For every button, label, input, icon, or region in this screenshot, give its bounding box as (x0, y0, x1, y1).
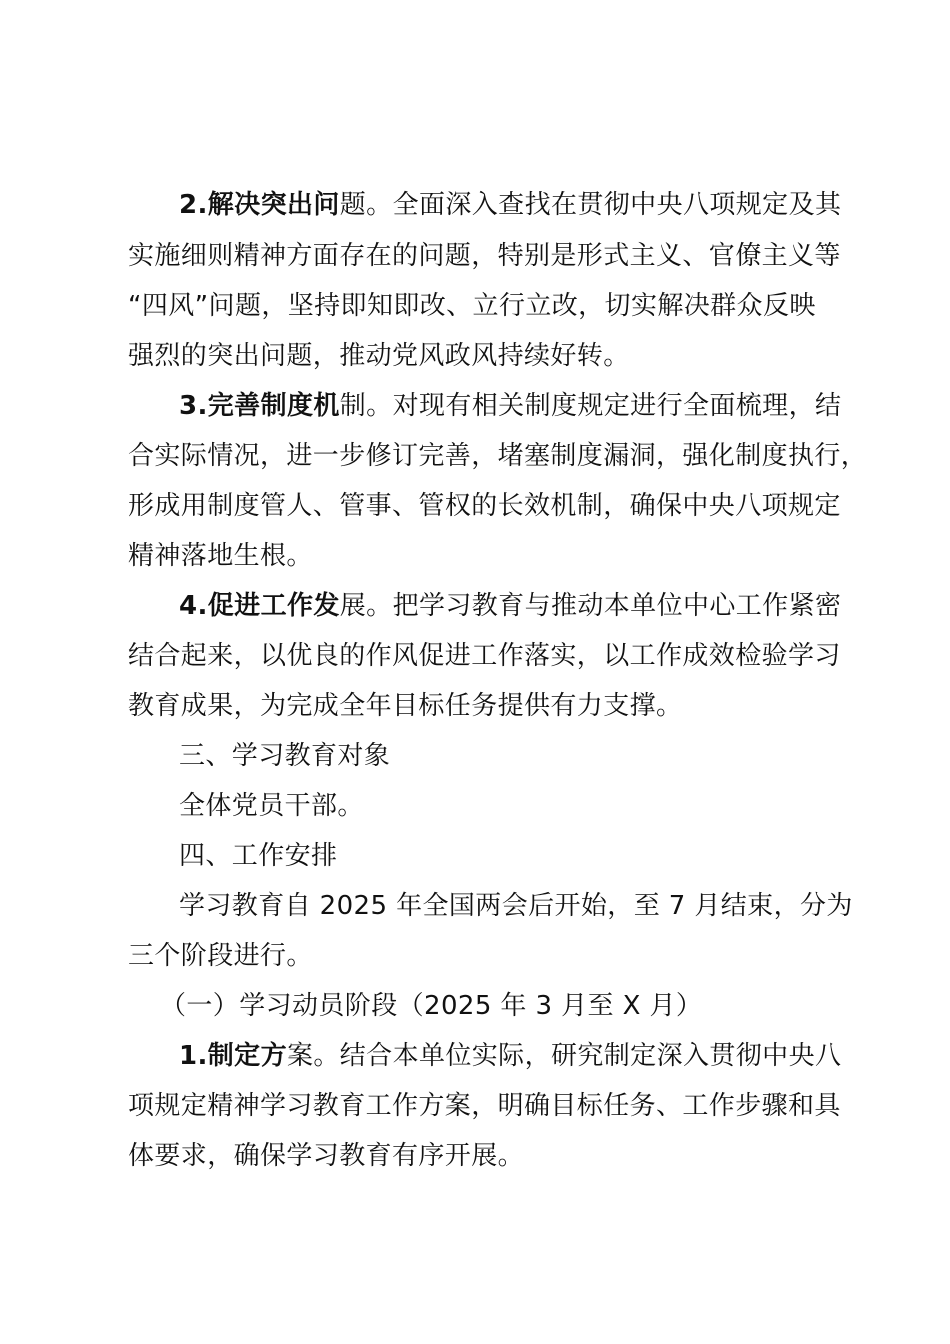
paragraph-2-line-3: “四风”问题，坚持即知即改、立行立改，切实解决群众反映 (128, 291, 816, 321)
paragraph-2-first-line (179, 187, 842, 223)
paragraph-2-line-4: 强烈的突出问题，推动党风政风持续好转。 (128, 341, 630, 371)
schedule-line-2: 三个阶段进行。 (128, 941, 313, 971)
plan-paragraph-heading-rest: 案。结合本单位实际，研究制定深入贯彻中央八 (286, 1041, 842, 1071)
schedule-line-1: 学习教育自 2025 年全国两会后开始，至 7 月结束，分为 (179, 891, 853, 921)
paragraph-4-first-line (179, 588, 842, 624)
paragraph-4-line-3: 教育成果，为完成全年目标任务提供有力支撑。 (128, 691, 683, 721)
paragraph-2-line-2: 实施细则精神方面存在的问题，特别是形式主义、官僚主义等 (128, 241, 841, 271)
paragraph-2-heading: 2.解决突出问 (179, 190, 340, 220)
plan-paragraph-line-3: 体要求，确保学习教育有序开展。 (128, 1141, 525, 1171)
paragraph-3-line-4: 精神落地生根。 (128, 541, 313, 571)
section-3-title: 三、学习教育对象 (179, 741, 391, 771)
paragraph-3-line-3: 形成用制度管人、管事、管权的长效机制，确保中央八项规定 (128, 491, 841, 521)
paragraph-3-heading: 3.完善制度机 (179, 391, 340, 421)
section-3-body: 全体党员干部。 (179, 791, 364, 821)
paragraph-3-first-line (179, 388, 842, 424)
paragraph-4-heading: 4.促进工作发 (179, 591, 340, 621)
paragraph-3-line-2: 合实际情况，进一步修订完善，堵塞制度漏洞，强化制度执行， (128, 441, 868, 471)
plan-paragraph-heading: 1.制定方 (179, 1041, 287, 1071)
plan-paragraph-first-line (179, 1038, 842, 1074)
paragraph-2-heading-rest: 题。全面深入查找在贯彻中央八项规定及其 (339, 190, 842, 220)
paragraph-4-heading-rest: 展。把学习教育与推动本单位中心工作紧密 (339, 591, 842, 621)
paragraph-4-line-2: 结合起来，以优良的作风促进工作落实，以工作成效检验学习 (128, 641, 841, 671)
phase-1-title: （一）学习动员阶段（2025 年 3 月至 X 月） (160, 991, 703, 1021)
section-4-title: 四、工作安排 (179, 841, 338, 871)
paragraph-3-heading-rest: 制。对现有相关制度规定进行全面梳理，结 (339, 391, 842, 421)
plan-paragraph-line-2: 项规定精神学习教育工作方案，明确目标任务、工作步骤和具 (128, 1091, 841, 1121)
